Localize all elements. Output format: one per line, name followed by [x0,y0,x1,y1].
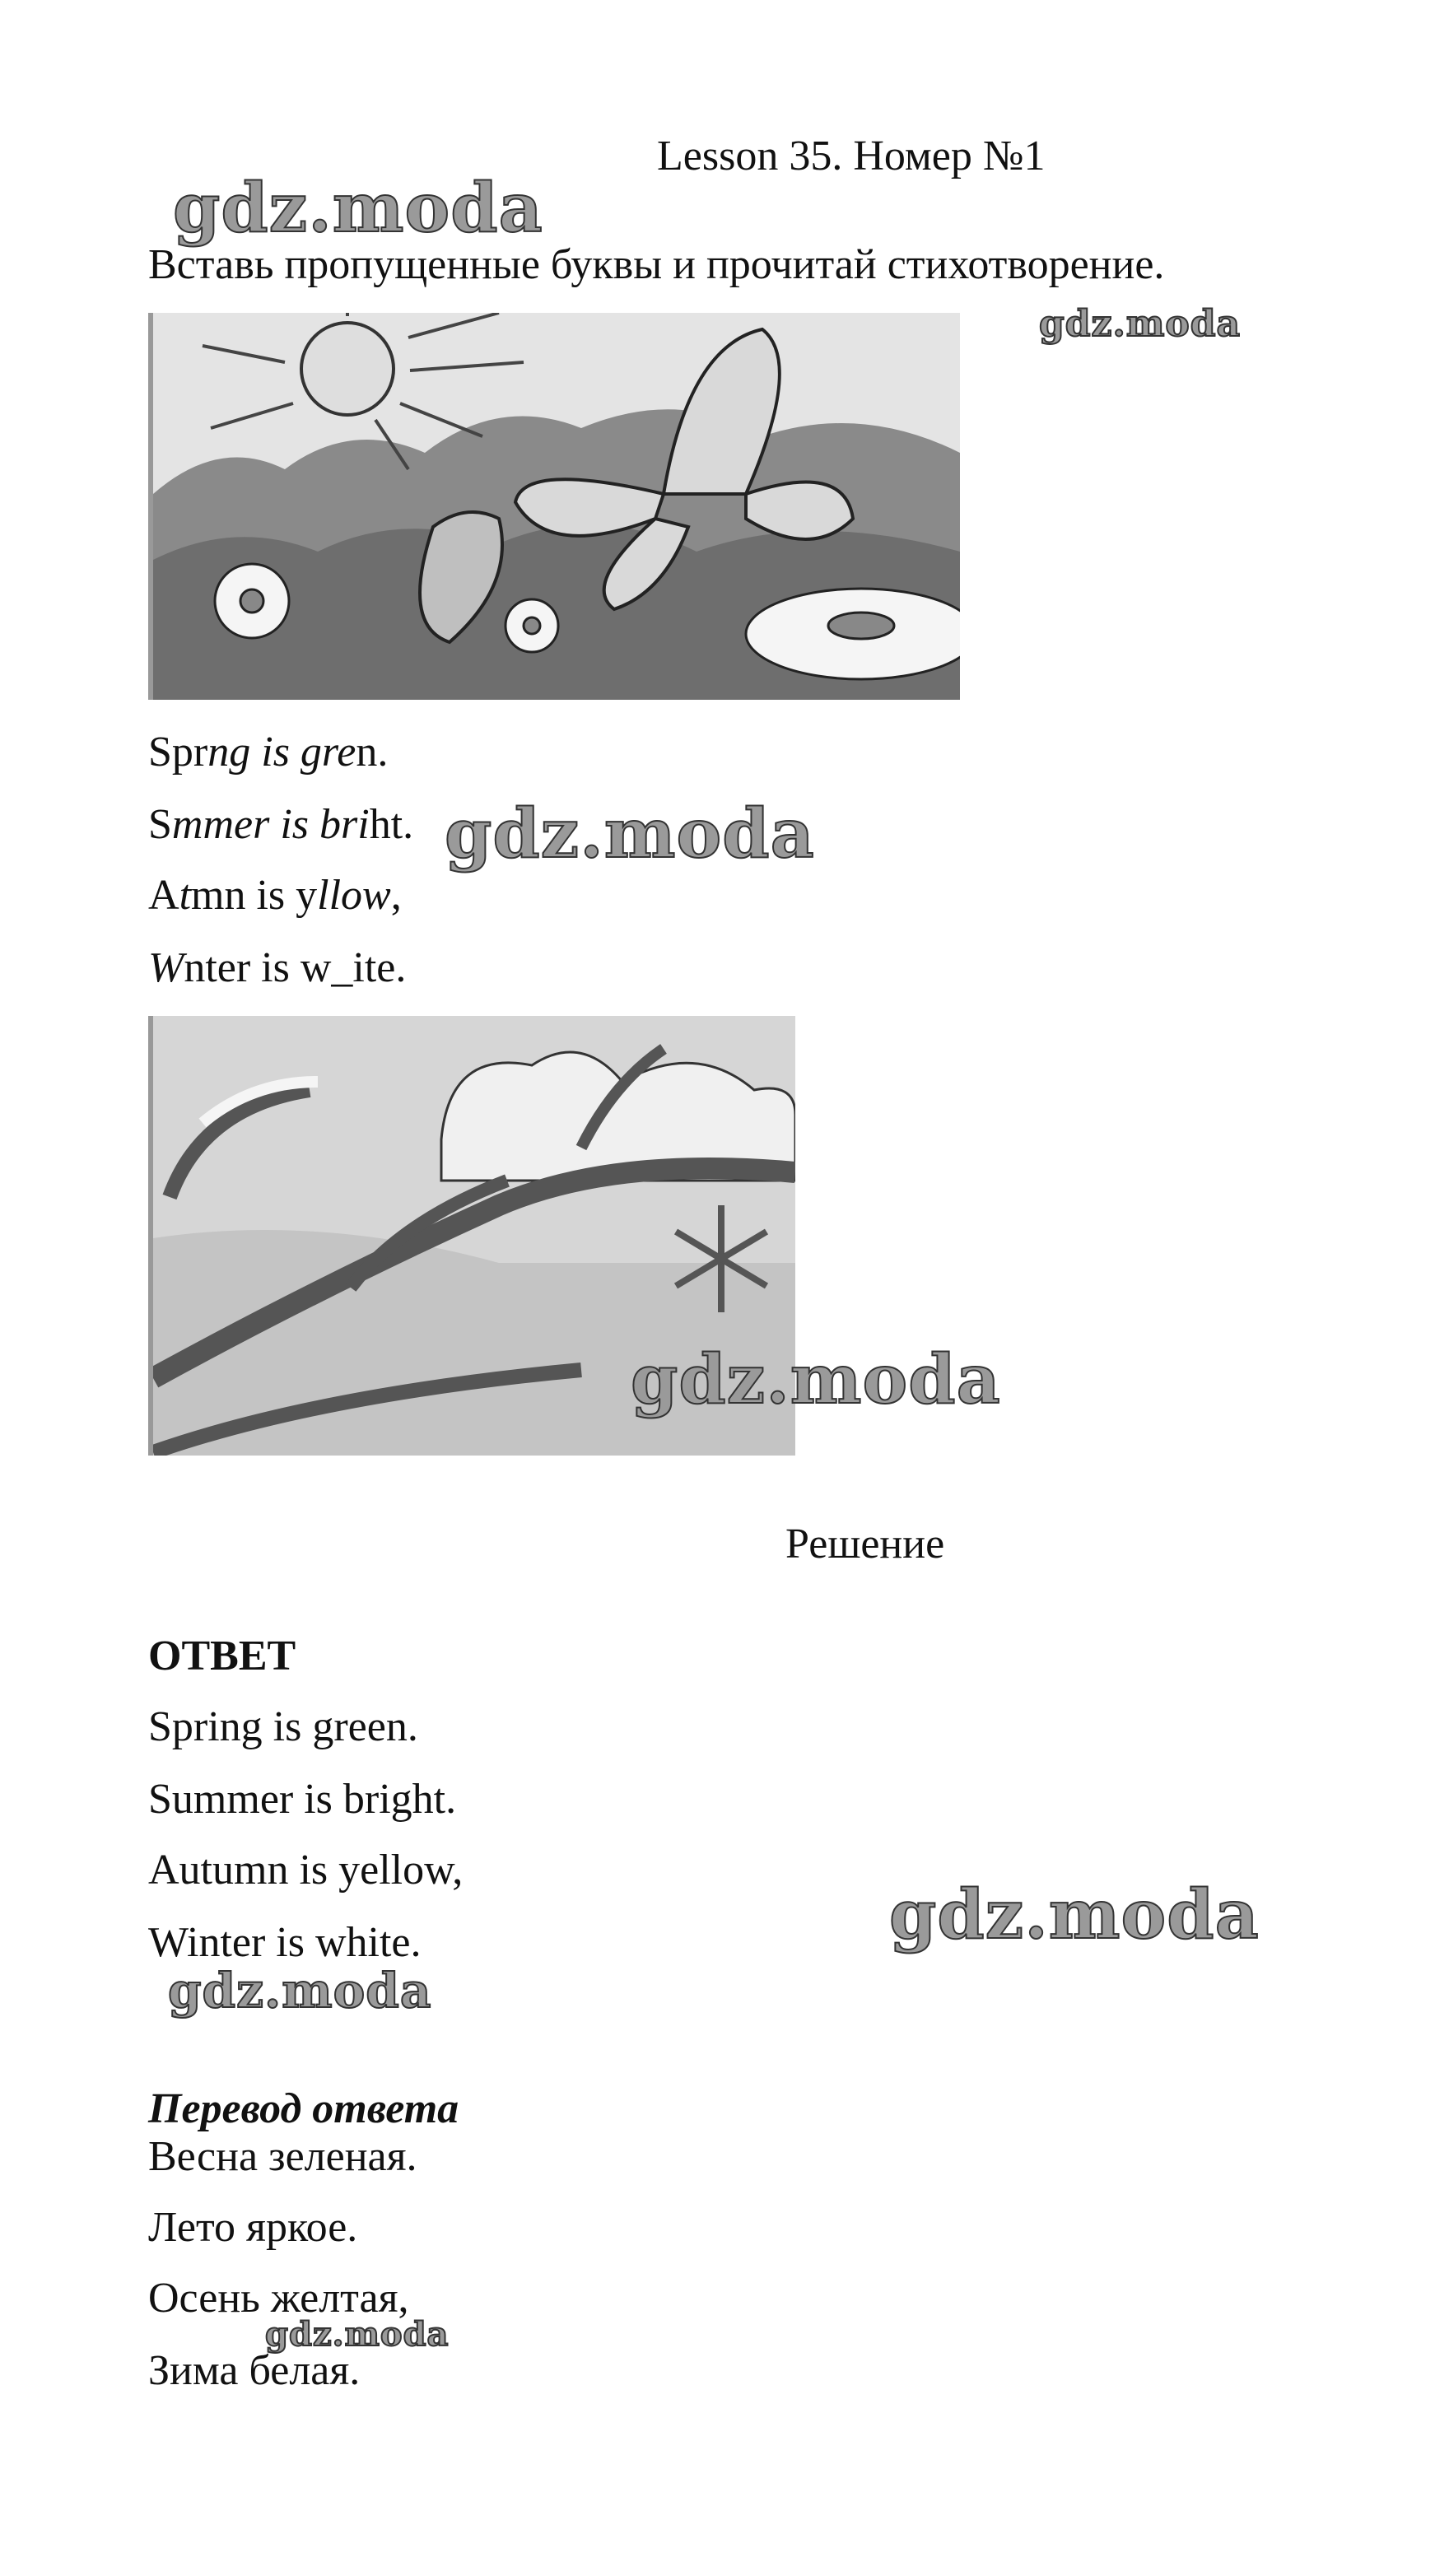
summer-illustration [148,313,960,700]
translation-heading: Перевод ответа [148,2085,459,2132]
watermark: gdz.moda [889,1875,1260,1954]
translation-line: Весна зеленая. [148,2133,417,2180]
watermark: gdz.moda [445,794,815,873]
answer-line: Winter is white. [148,1919,422,1966]
watermark: gdz.moda [1039,303,1242,345]
poem-line: Smmer is briht. [148,801,414,848]
answer-line: Summer is bright. [148,1776,457,1823]
translation-line: Осень желтая, [148,2275,409,2322]
watermark: gdz.moda [168,1963,432,2019]
answer-line: Autumn is yellow, [148,1847,464,1894]
answer-heading: ОТВЕТ [148,1633,296,1679]
poem-line: Wnter is w_ite. [148,944,407,991]
summer-scene-icon [153,313,960,700]
translation-line: Зима белая. [148,2347,361,2394]
translation-line: Лето яркое. [148,2204,358,2251]
exercise-instruction: Вставь пропущенные буквы и прочитай стихотворение. [148,241,1165,288]
watermark: gdz.moda [265,2315,450,2354]
watermark: gdz.moda [173,169,543,248]
poem-line: Sprng is gren. [148,729,389,776]
answer-line: Spring is green. [148,1703,418,1750]
watermark: gdz.moda [631,1340,1001,1419]
solution-label: Решение [785,1521,945,1567]
page-title: Lesson 35. Номер №1 [657,133,1046,179]
poem-line: Atmn is yllow, [148,872,402,919]
